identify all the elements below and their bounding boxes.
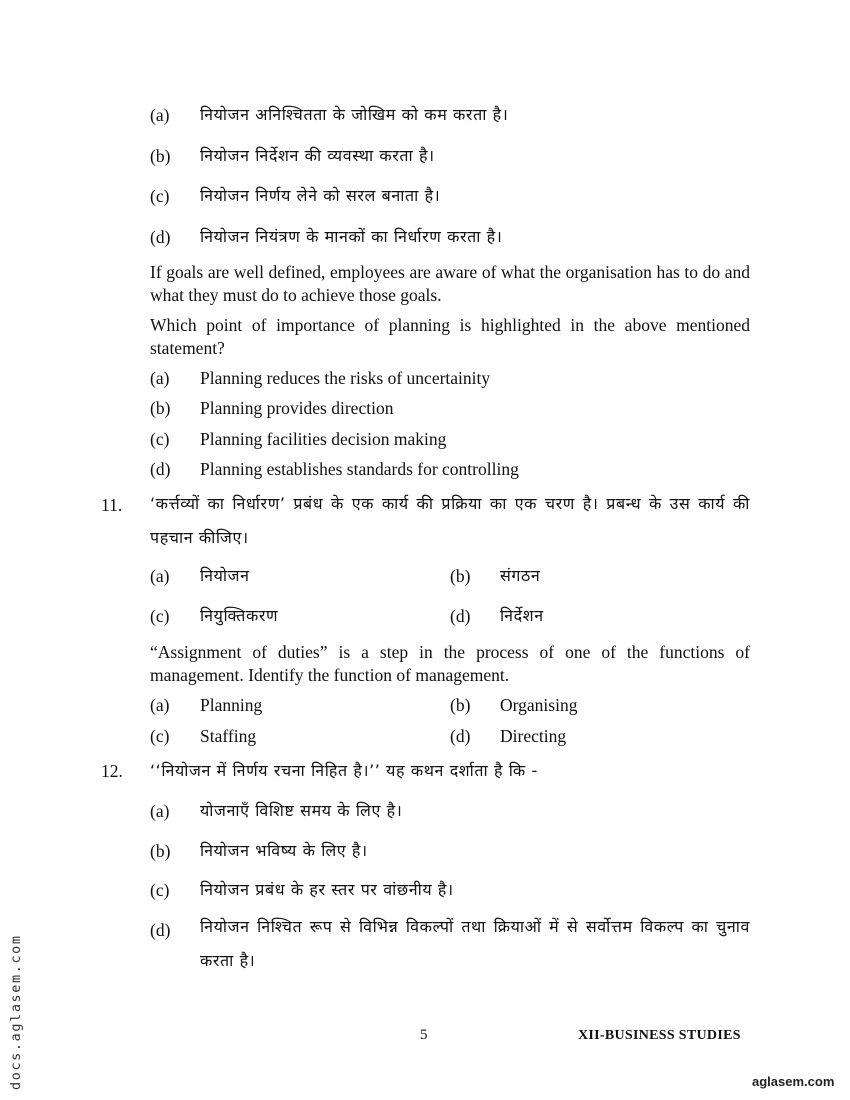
q10-hindi-option-c-text: नियोजन निर्णय लेने को सरल बनाता है।: [200, 186, 441, 205]
q10-english-option-b-text: Planning provides direction: [200, 398, 394, 418]
q11-hindi-option-b-text: संगठन: [500, 566, 541, 585]
q11-english-question: “Assignment of duties” is a step in the process of one of the functions of management. Identify the function of management.: [150, 642, 750, 685]
q10-hindi-option-a-text: नियोजन अनिश्चितता के जोखिम को कम करता है।: [200, 105, 509, 124]
q11-hindi-question: ‘कर्त्तव्यों का निर्धारण’ प्रबंध के एक कार्य की प्रक्रिया का एक चरण है। प्रबन्ध के उस कार्य की पहचान कीजिए।: [150, 494, 750, 547]
q11-english-option-c-text: Staffing: [200, 726, 257, 746]
q11-hindi-option-a-label: (a): [150, 566, 170, 586]
q11-hindi-option-c-label: (c): [150, 606, 170, 626]
q11-english-option-a-label: (a): [150, 695, 170, 715]
q12-option-a-label: (a): [150, 801, 170, 821]
q11-hindi-option-d-text: निर्देशन: [500, 606, 544, 625]
q10-english-statement: If goals are well defined, employees are aware of what the organisation has to do and what they must do to achieve those goals.: [150, 262, 750, 305]
q11-english-option-b-label: (b): [450, 695, 471, 715]
q10-hindi-option-b-text: नियोजन निर्देशन की व्यवस्था करता है।: [200, 146, 435, 165]
q11-english-option-b-text: Organising: [500, 695, 578, 715]
q10-english-option-d-text: Planning establishes standards for controlling: [200, 459, 519, 479]
q10-english-option-a-text: Planning reduces the risks of uncertainity: [200, 368, 491, 388]
q10-hindi-option-c-label: (c): [150, 186, 170, 206]
q11-number: 11.: [101, 495, 123, 515]
q12-hindi-question: ‘‘नियोजन में निर्णय रचना निहित है।’’ यह कथन दर्शाता है कि -: [150, 761, 538, 780]
q10-english-option-d-label: (d): [150, 459, 171, 479]
brand-logo-text: aglasem.com: [752, 1074, 835, 1089]
q12-number: 12.: [101, 761, 123, 781]
q10-hindi-option-b-label: (b): [150, 146, 171, 166]
subject-title: XII-BUSINESS STUDIES: [578, 1028, 741, 1043]
q12-option-d-label: (d): [150, 920, 171, 940]
q11-english-option-c-label: (c): [150, 726, 170, 746]
watermark: docs.aglasem.com: [8, 934, 24, 1090]
q10-english-question: Which point of importance of planning is highlighted in the above mentioned statement?: [150, 315, 750, 358]
q11-english-option-d-label: (d): [450, 726, 471, 746]
q12-option-b-label: (b): [150, 841, 171, 861]
q10-hindi-option-d-text: नियोजन नियंत्रण के मानकों का निर्धारण करता है।: [200, 227, 503, 246]
q11-english-option-a-text: Planning: [200, 695, 263, 715]
q12-option-c-label: (c): [150, 880, 170, 900]
q10-english-option-b-label: (b): [150, 398, 171, 418]
q11-hindi-option-d-label: (d): [450, 606, 471, 626]
q10-english-option-a-label: (a): [150, 368, 170, 388]
q11-hindi-option-c-text: नियुक्तिकरण: [200, 606, 279, 625]
q12-option-d-text: नियोजन निश्चित रूप से विभिन्न विकल्पों तथा क्रियाओं में से सर्वोत्तम विकल्प का चुनाव करता है।: [200, 917, 750, 970]
q10-hindi-option-a-label: (a): [150, 105, 170, 125]
page-number: 5: [420, 1027, 428, 1043]
q12-option-b-text: नियोजन भविष्य के लिए है।: [200, 841, 368, 860]
q12-option-c-text: नियोजन प्रबंध के हर स्तर पर वांछनीय है।: [200, 880, 454, 899]
q11-hindi-option-b-label: (b): [450, 566, 471, 586]
q11-english-option-d-text: Directing: [500, 726, 567, 746]
q12-option-a-text: योजनाएँ विशिष्ट समय के लिए है।: [200, 801, 403, 820]
q10-hindi-option-d-label: (d): [150, 227, 171, 247]
q10-english-option-c-label: (c): [150, 429, 170, 449]
q10-english-option-c-text: Planning facilities decision making: [200, 429, 447, 449]
q11-hindi-option-a-text: नियोजन: [200, 566, 250, 585]
